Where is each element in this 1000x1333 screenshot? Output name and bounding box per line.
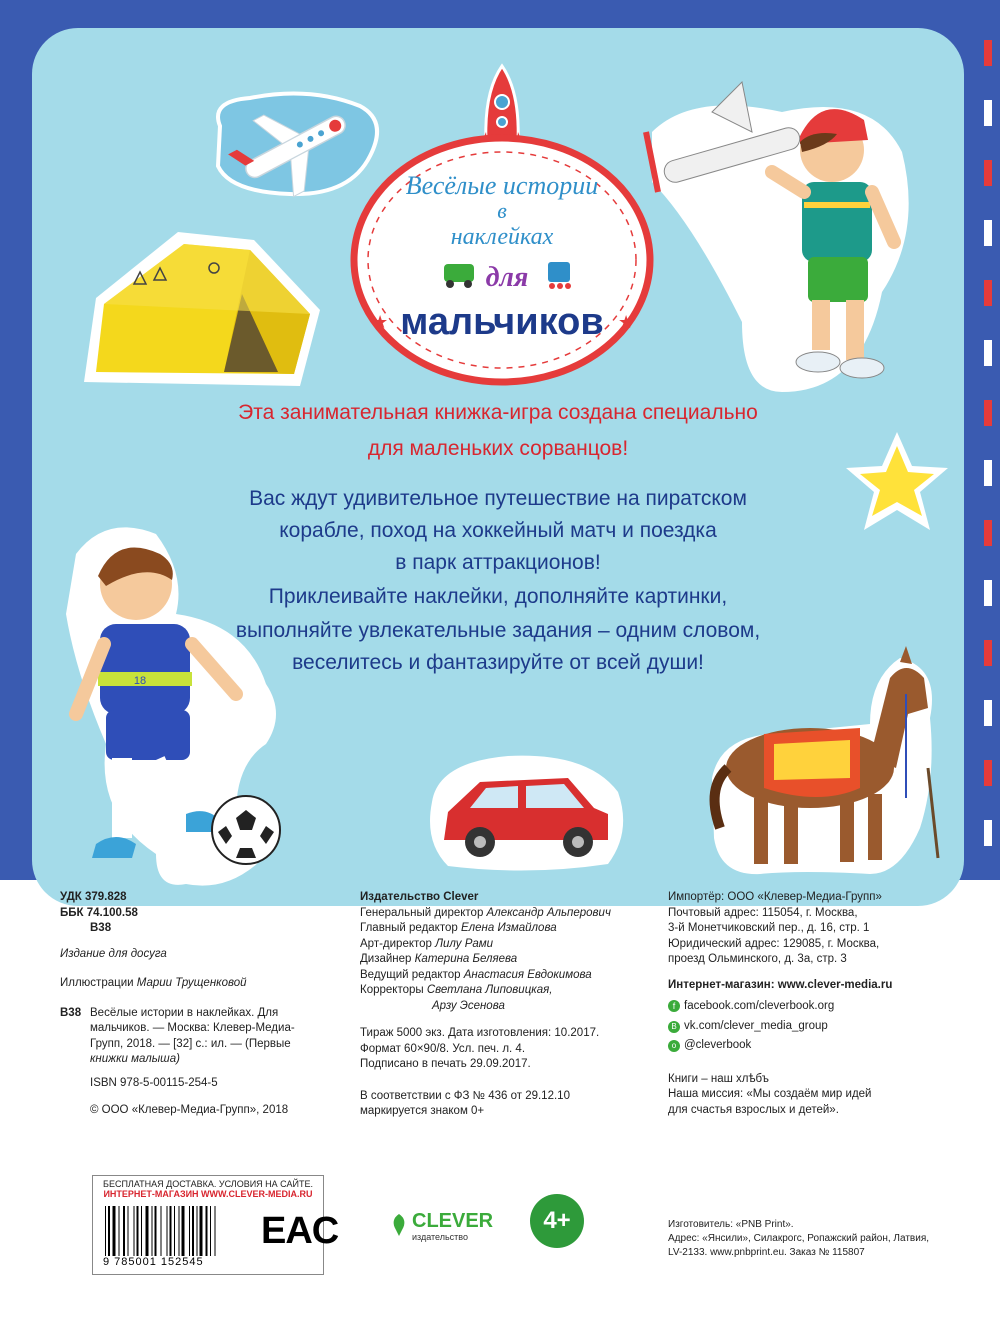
facebook-icon: f bbox=[668, 1000, 680, 1012]
barcode-bar bbox=[128, 1206, 129, 1256]
logo-line3: наклейках bbox=[450, 224, 554, 250]
shop-link[interactable]: Интернет-магазин: www.clever-media.ru bbox=[668, 978, 893, 991]
udk: УДК 379.828 bbox=[60, 891, 127, 903]
logo-line5: мальчиков bbox=[400, 301, 604, 343]
barcode-bar bbox=[146, 1206, 149, 1256]
importer: Импортёр: ООО «Клевер-Медиа-Групп» bbox=[668, 891, 882, 903]
svg-text:★: ★ bbox=[372, 312, 389, 332]
barcode bbox=[103, 1206, 253, 1256]
logo-line1: Весёлые истории bbox=[405, 171, 599, 200]
title-logo bbox=[342, 128, 662, 388]
barcode-digits: 9 785001 152545 bbox=[103, 1256, 204, 1268]
barcode-bar bbox=[137, 1206, 139, 1256]
barcode-notice-1: БЕСПЛАТНАЯ ДОСТАВКА. УСЛОВИЯ НА САЙТЕ. bbox=[103, 1179, 313, 1189]
bbk: ББК 74.100.58 bbox=[60, 906, 138, 919]
car-sticker bbox=[418, 742, 638, 882]
soccer-boy bbox=[36, 514, 306, 894]
motto: Книги – наш хлѣбъ bbox=[668, 1072, 769, 1085]
promo-line7: выполняйте увлекательные задания – одним словом, bbox=[235, 619, 761, 642]
svg-text:★: ★ bbox=[618, 312, 635, 332]
barcode-bar bbox=[197, 1206, 198, 1256]
instagram-link[interactable]: o @cleverbook bbox=[668, 1038, 892, 1054]
print-info-1: Тираж 5000 экз. Дата изготовления: 10.2017. bbox=[360, 1027, 600, 1039]
left-column bbox=[60, 890, 295, 1119]
barcode-box bbox=[92, 1175, 339, 1275]
promo-line4: корабле, поход на хоккейный матч и поездка bbox=[279, 519, 717, 542]
tent-sticker bbox=[74, 214, 334, 394]
middle-column: Издательство Clever Генеральный директор Александр Альперович Главный редактор Елена Измайлова Арт-директор Лилу Рами Дизайнер Катерина Беляева Ведущий редактор Анастасия Евдокимова Корректоры Светлана Липовицкая, Арзу Эсенова Тираж 5000 экз. Дата изготовления: 10.2017. Формат 60×90/8. Усл. печ. л. 4. Подписано в печать 29.09.2017. В соответствии с ФЗ № 436 от 29.12.10 маркируется знаком 0+ bbox=[360, 890, 611, 1120]
print-info-3: Подписано в печать 29.09.2017. bbox=[360, 1058, 531, 1070]
barcode-notice-2: ИНТЕРНЕТ-МАГАЗИН WWW.CLEVER-MEDIA.RU bbox=[103, 1189, 313, 1199]
barcode-bar bbox=[192, 1206, 194, 1256]
cover-panel bbox=[32, 28, 964, 906]
promo-line6: Приклеивайте наклейки, дополняйте картинки, bbox=[268, 585, 728, 608]
barcode-bar bbox=[215, 1206, 216, 1256]
promo-line8: веселитесь и фантазируйте от всей души! bbox=[292, 651, 704, 674]
barcode-bar bbox=[206, 1206, 208, 1256]
clever-logo bbox=[388, 1208, 498, 1248]
bibliographic-entry: В38 Весёлые истории в наклейках. Для мальчиков. — Москва: Клевер-Медиа- Групп, 2018. — [32] с.: ил. — (Первые книжки малыша) ISBN 978-5-00115-254-5 © ООО «Клевер-Медиа-Групп», 2018 bbox=[60, 1006, 295, 1119]
barcode-bar bbox=[174, 1206, 175, 1256]
barcode-bar bbox=[189, 1206, 190, 1256]
clever-sub: издательство bbox=[412, 1232, 468, 1242]
logo-line4: для bbox=[485, 262, 529, 293]
barcode-bar bbox=[105, 1206, 106, 1256]
barcode-bar bbox=[182, 1206, 185, 1256]
eac-mark: EAC bbox=[261, 1210, 339, 1252]
law-notice-1: В соответствии с ФЗ № 436 от 29.12.10 bbox=[360, 1089, 570, 1102]
vk-link[interactable]: B vk.com/clever_media_group bbox=[668, 1019, 892, 1035]
law-notice-2: маркируется знаком 0+ bbox=[360, 1105, 485, 1117]
index-code: В38 bbox=[90, 922, 112, 934]
barcode-bar bbox=[210, 1206, 211, 1256]
instagram-icon: o bbox=[668, 1040, 680, 1052]
barcode-bar bbox=[200, 1206, 203, 1256]
barcode-bar bbox=[123, 1206, 125, 1256]
barcode-bar bbox=[167, 1206, 168, 1256]
copyright: © ООО «Клевер-Медиа-Групп», 2018 bbox=[90, 1104, 289, 1116]
barcode-bar bbox=[119, 1206, 120, 1256]
illustrations-credit: Иллюстрации Марии Трущенковой bbox=[60, 977, 247, 989]
clever-leaf-icon bbox=[388, 1212, 410, 1238]
horse-sticker bbox=[700, 638, 950, 878]
barcode-bar bbox=[113, 1206, 116, 1256]
isbn: ISBN 978-5-00115-254-5 bbox=[90, 1076, 218, 1089]
barcode-bar bbox=[134, 1206, 135, 1256]
barcode-bar bbox=[170, 1206, 172, 1256]
promo-line5: в парк аттракционов! bbox=[395, 551, 601, 574]
promo-line1: Эта занимательная книжка-игра создана специально bbox=[238, 401, 758, 424]
promo-line3: Вас ждут удивительное путешествие на пиратском bbox=[249, 487, 747, 510]
barcode-bar bbox=[179, 1206, 180, 1256]
boy-with-plane bbox=[632, 72, 932, 402]
edition-type: Издание для досуга bbox=[60, 947, 167, 960]
player-number: 18 bbox=[133, 675, 147, 687]
barcode-bar bbox=[152, 1206, 153, 1256]
promo-line2: для маленьких сорванцов! bbox=[367, 437, 629, 460]
facebook-link[interactable]: f facebook.com/cleverbook.org bbox=[668, 999, 892, 1015]
barcode-bar bbox=[141, 1206, 142, 1256]
barcode-bar bbox=[161, 1206, 162, 1256]
print-info-2: Формат 60×90/8. Усл. печ. л. 4. bbox=[360, 1042, 526, 1055]
publisher-name: Издательство Clever bbox=[360, 891, 479, 903]
right-column: Импортёр: ООО «Клевер-Медиа-Групп» Почтовый адрес: 115054, г. Москва, 3-й Монетчиковский пер., д. 16, стр. 1 Юридический адрес: 129085, г. Москва, проезд Ольминского, д. 3а, стр. 3 Интернет-магазин: www.clever-media.ru f facebook.com/cleverbook.org B vk.com/clever_media_group o @cleverbook Книги – наш хлѣбъ Наша миссия: «Мы создаём мир идей для счастья взрослых и детей». bbox=[668, 891, 893, 1116]
vk-icon: B bbox=[668, 1021, 680, 1033]
barcode-bar bbox=[108, 1206, 110, 1256]
age-badge: 4+ bbox=[530, 1194, 584, 1248]
clever-name: CLEVER bbox=[412, 1210, 494, 1232]
barcode-bar bbox=[155, 1206, 157, 1256]
logo-line2: в bbox=[497, 198, 507, 223]
manufacturer-info: Изготовитель: «PNB Print». Адрес: «Янсили», Силакрогс, Ропажский район, Латвия, LV-2133. www.pnbprint.eu. Заказ № 115807 bbox=[668, 1219, 930, 1258]
